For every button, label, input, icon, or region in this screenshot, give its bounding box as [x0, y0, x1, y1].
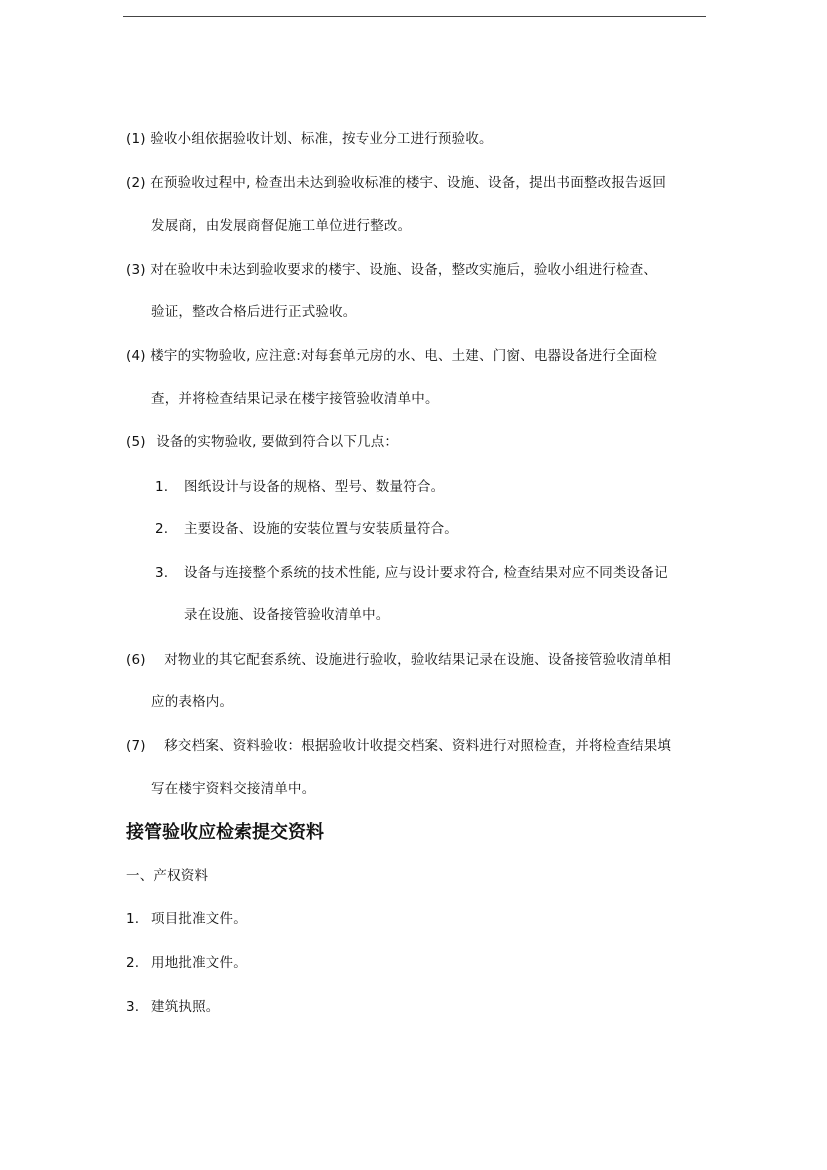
item-text: 设备的实物验收, 要做到符合以下几点：	[156, 434, 399, 450]
item-number: (1)	[126, 131, 146, 147]
header-rule	[123, 16, 706, 17]
item-text: 在预验收过程中, 检查出未达到验收标准的楼宇、设施、设备，提出书面整改报告返回	[150, 175, 667, 191]
list-item	[126, 346, 657, 366]
sub-list-item	[155, 519, 458, 539]
sub-item-number: 2.	[155, 521, 169, 537]
item-number: (5)	[126, 434, 146, 450]
doc-item-text: 用地批准文件。	[151, 955, 247, 971]
item-text: 对在验收中未达到验收要求的楼宇、设施、设备，整改实施后，验收小组进行检查、	[150, 262, 658, 278]
item-text: 对物业的其它配套系统、设施进行验收，验收结果记录在设施、设备接管验收清单相	[164, 652, 672, 668]
list-item	[126, 650, 671, 670]
sub-list-item	[155, 477, 444, 497]
sub-list-item	[155, 563, 668, 583]
sub-item-text: 主要设备、设施的安装位置与安装质量符合。	[184, 521, 458, 537]
item-number: (2)	[126, 175, 146, 191]
item-number: (4)	[126, 348, 146, 364]
item-text: 验收小组依据验收计划、标准，按专业分工进行预验收。	[150, 131, 493, 147]
sub-item-text: 图纸设计与设备的规格、型号、数量符合。	[184, 479, 445, 495]
item-number: (6)	[126, 652, 146, 668]
doc-list-item	[126, 997, 220, 1017]
item-continuation: 查，并将检查结果记录在楼宇接管验收清单中。	[151, 391, 439, 407]
sub-item-number: 1.	[155, 479, 169, 495]
list-item	[126, 173, 666, 193]
item-number: (7)	[126, 738, 146, 754]
doc-item-text: 建筑执照。	[151, 999, 220, 1015]
doc-item-number: 2.	[126, 955, 140, 971]
doc-list-item	[126, 953, 247, 973]
item-text: 楼宇的实物验收, 应注意:对每套单元房的水、电、土建、门窗、电器设备进行全面检	[150, 348, 658, 364]
list-item	[126, 260, 657, 280]
doc-item-number: 1.	[126, 911, 140, 927]
section-heading: 接管验收应检索提交资料	[126, 822, 324, 843]
item-continuation: 发展商，由发展商督促施工单位进行整改。	[151, 218, 412, 234]
list-item	[126, 736, 671, 756]
item-continuation: 应的表格内。	[151, 694, 234, 710]
doc-list-item	[126, 909, 247, 929]
list-item	[126, 129, 493, 149]
subsection-title: 一、产权资料	[126, 868, 209, 884]
doc-item-number: 3.	[126, 999, 140, 1015]
doc-item-text: 项目批准文件。	[151, 911, 247, 927]
sub-item-number: 3.	[155, 565, 169, 581]
item-text: 移交档案、资料验收：根据验收计收提交档案、资料进行对照检查，并将检查结果填	[164, 738, 672, 754]
item-continuation: 写在楼宇资料交接清单中。	[151, 781, 316, 797]
list-item	[126, 432, 398, 452]
item-continuation: 验证，整改合格后进行正式验收。	[151, 304, 357, 320]
sub-item-continuation: 录在设施、设备接管验收清单中。	[184, 607, 390, 623]
sub-item-text: 设备与连接整个系统的技术性能, 应与设计要求符合, 检查结果对应不同类设备记	[184, 565, 668, 581]
item-number: (3)	[126, 262, 146, 278]
